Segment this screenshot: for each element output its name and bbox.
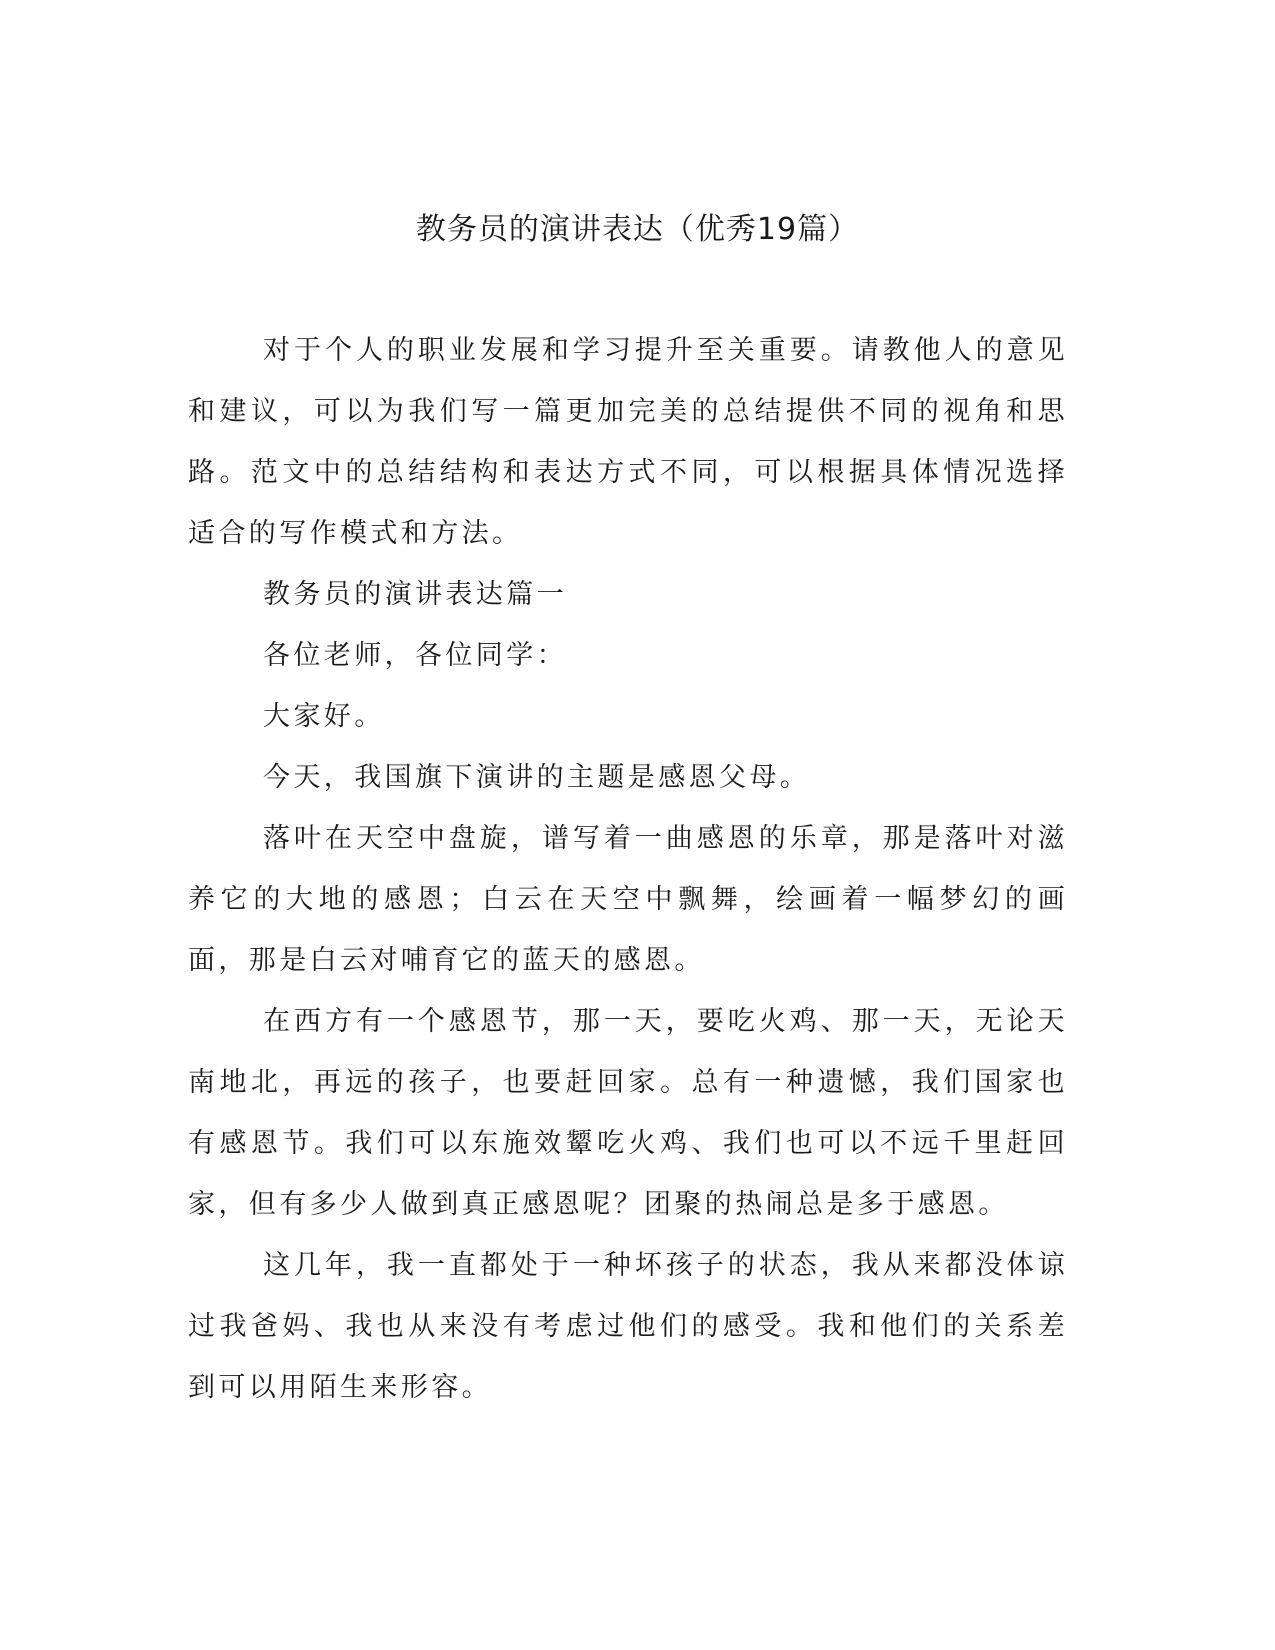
document-body — [188, 320, 1068, 1418]
paragraph-reflection: 这几年，我一直都处于一种坏孩子的状态，我从来都没体谅过我爸妈、我也从来没有考虑过他们的感受。我和他们的关系差到可以用陌生来形容。 — [188, 1250, 1068, 1403]
paragraph-thanksgiving: 在西方有一个感恩节，那一天，要吃火鸡、那一天，无论天南地北，再远的孩子，也要赶回家。总有一种遗憾，我们国家也有感恩节。我们可以东施效颦吃火鸡、我们也可以不远千里赶回家，但有多少人做到真正感恩呢？团聚的热闹总是多于感恩。 — [188, 1006, 1068, 1220]
paragraph-topic: 今天，我国旗下演讲的主题是感恩父母。 — [263, 762, 811, 793]
section-heading: 教务员的演讲表达篇一 — [263, 579, 567, 610]
document-title: 教务员的演讲表达（优秀19篇） — [415, 212, 860, 247]
paragraph-salutation: 各位老师，各位同学： — [263, 640, 567, 671]
paragraph-greeting: 大家好。 — [263, 701, 385, 732]
paragraph-intro: 对于个人的职业发展和学习提升至关重要。请教他人的意见和建议，可以为我们写一篇更加完美的总结提供不同的视角和思路。范文中的总结结构和表达方式不同，可以根据具体情况选择适合的写作模式和方法。 — [188, 335, 1068, 549]
paragraph-leaves-clouds: 落叶在天空中盘旋，谱写着一曲感恩的乐章，那是落叶对滋养它的大地的感恩；白云在天空中飘舞，绘画着一幅梦幻的画面，那是白云对哺育它的蓝天的感恩。 — [188, 823, 1068, 976]
